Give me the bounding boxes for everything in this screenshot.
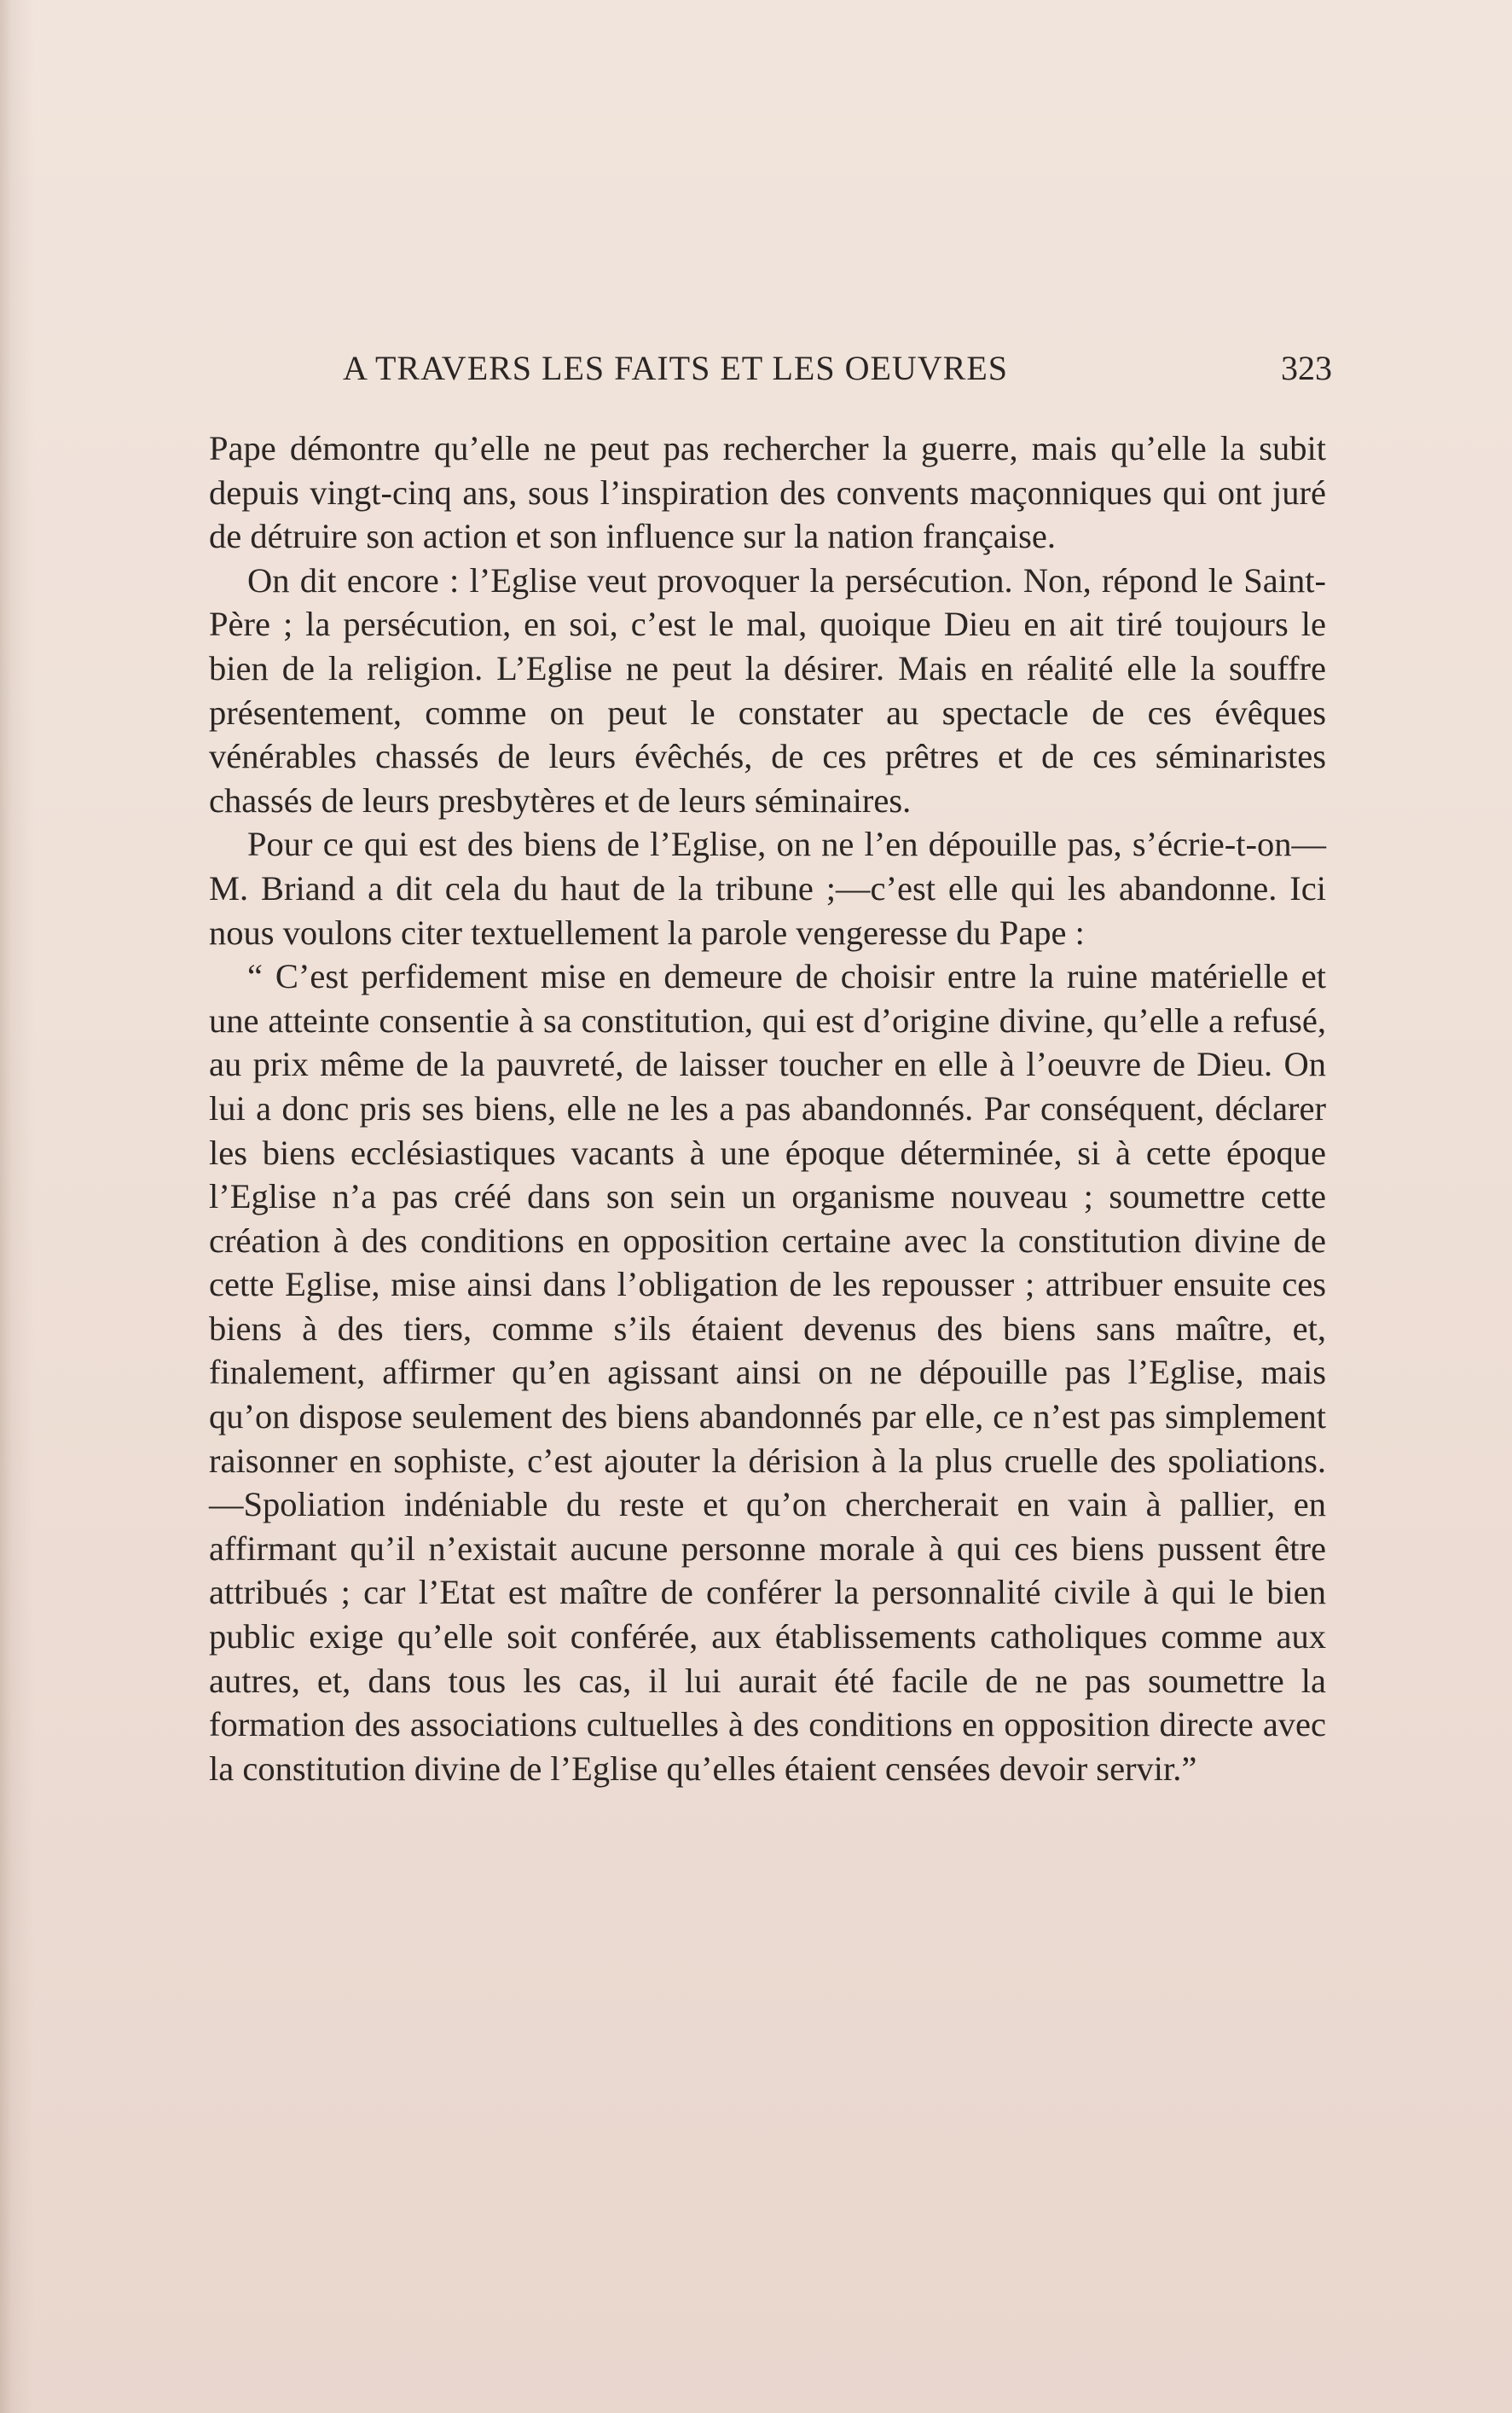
paragraph-continuation: Pape démontre qu’elle ne peut pas rechercher la guerre, mais qu’elle la subit depuis vingt-cinq ans, sous l’inspiration des convents maçonniques qui ont juré de détruire son action et son influence sur la nation française.: [209, 429, 1326, 556]
running-title: A TRAVERS LES FAITS ET LES OEUVRES: [343, 349, 1009, 387]
page-number: 323: [1281, 349, 1332, 387]
page-header: [343, 345, 1332, 392]
paragraph: Pour ce qui est des biens de l’Eglise, on ne l’en dépouille pas, s’écrie-t-on—M. Briand a dit cela du haut de la tribune ;—c’est elle qui les abandonne. Ici nous voulons citer textuellement la parole vengeresse du Pape :: [209, 825, 1326, 952]
page-body: [209, 426, 1326, 1790]
quotation-paragraph: “ C’est perfidement mise en demeure de choisir entre la ruine matérielle et une atteinte consentie à sa constitution, qui est d’origine divine, qu’elle a refusé, au prix même de la pauvreté, de laisser toucher en elle à l’oeuvre de Dieu. On lui a donc pris ses biens, elle ne les a pas abandonnés. Par conséquent, déclarer les biens ecclésiastiques vacants à une époque déterminée, si à cette époque l’Eglise n’a pas créé dans son sein un organisme nouveau ; soumettre cette création à des conditions en opposition certaine avec la constitution divine de cette Eglise, mise ainsi dans l’obligation de les repousser ; attribuer ensuite ces biens à des tiers, comme s’ils étaient devenus des biens sans maître, et, finalement, affirmer qu’en agissant ainsi on ne dépouille pas l’Eglise, mais qu’on dispose seulement des biens abandonnés par elle, ce n’est pas simplement raisonner en sophiste, c’est ajouter la dérision à la plus cruelle des spoliations. —Spoliation indéniable du reste et qu’on chercherait en vain à pallier, en affirmant qu’il n’existait aucune personne morale à qui ces biens pussent être attribués ; car l’Etat est maître de conférer la personnalité civile à qui le bien public exige qu’elle soit conférée, aux établissements catholiques comme aux autres, et, dans tous les cas, il lui aurait été facile de ne pas soumettre la formation des associations cultuelles à des conditions en opposition directe avec la constitution divine de l’Eglise qu’elles étaient censées devoir servir.”: [209, 957, 1326, 1788]
paragraph: On dit encore : l’Eglise veut provoquer la persécution. Non, répond le Saint-Père ; la persécution, en soi, c’est le mal, quoique Dieu en ait tiré toujours le bien de la religion. L’Eglise ne peut la désirer. Mais en réalité elle la souffre présentement, comme on peut le constater au spectacle de ces évêques vénérables chassés de leurs évêchés, de ces prêtres et de ces séminaristes chassés de leurs presbytères et de leurs séminaires.: [209, 560, 1326, 820]
